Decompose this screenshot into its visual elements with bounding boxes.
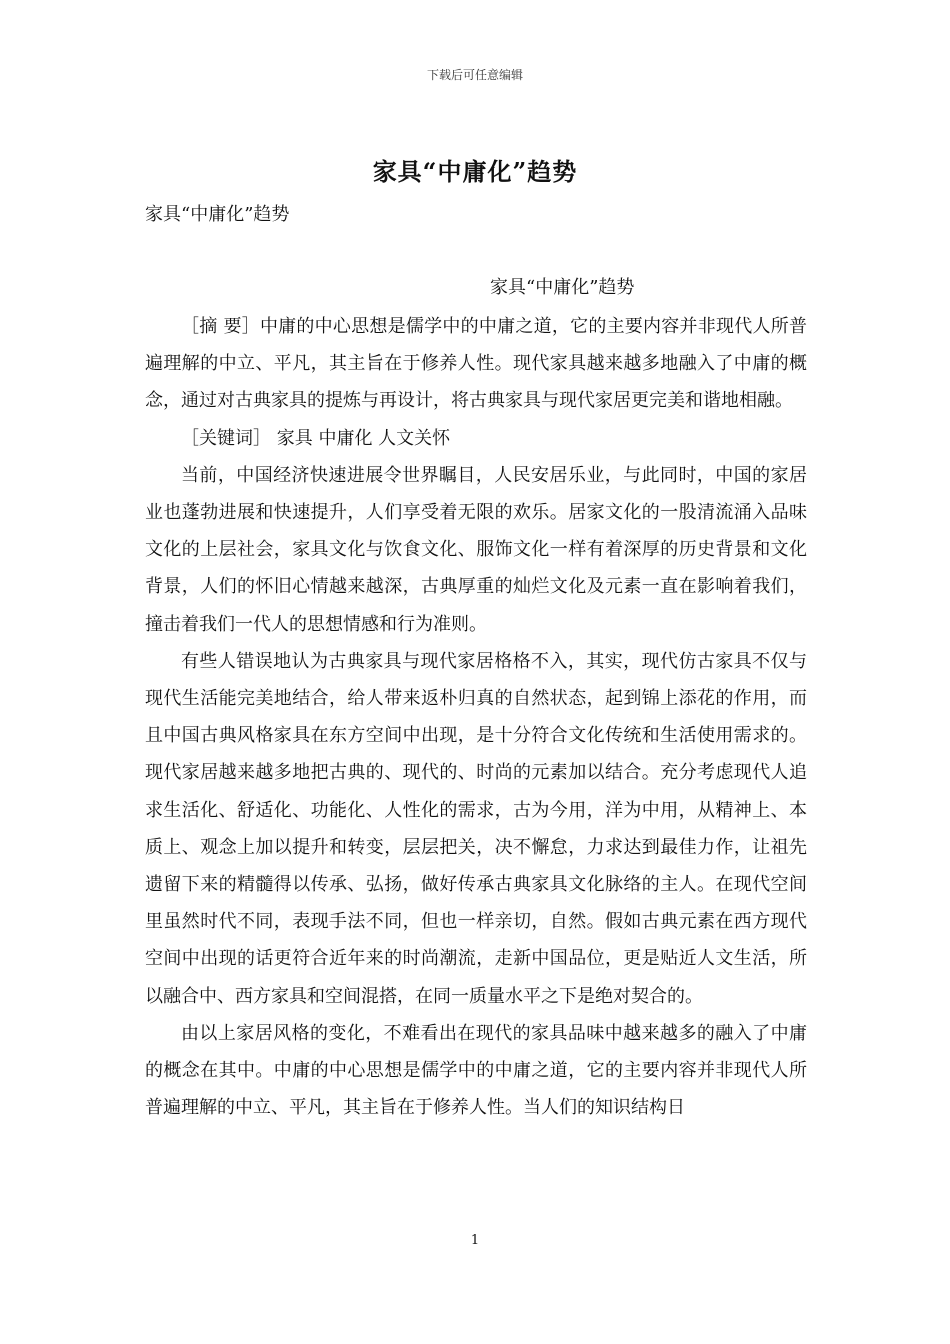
document-subtitle: 家具“中庸化”趋势 (145, 204, 290, 225)
page-number: 1 (470, 1233, 480, 1248)
body-paragraph: 有些人错误地认为古典家具与现代家居格格不入，其实，现代仿古家具不仅与现代生活能完美地结合，给人带来返朴归真的自然状态，起到锦上添花的作用，而且中国古典风格家具在东方空间中出现，是十分符合文化传统和生活使用需求的。现代家居越来越多地把古典的、现代的、时尚的元素加以结合。充分考虑现代人追求生活化、舒适化、功能化、人性化的需求，古为今用，洋为中用，从精神上、本质上、观念上加以提升和转变，层层把关，决不懈怠，力求达到最佳力作，让祖先遗留下来的精髓得以传承、弘扬，做好传承古典家具文化脉络的主人。在现代空间里虽然时代不同，表现手法不同，但也一样亲切，自然。假如古典元素在西方现代空间中出现的话更符合近年来的时尚潮流，走新中国品位，更是贴近人文生活，所以融合中、西方家具和空间混搭，在同一质量水平之下是绝对契合的。 (145, 650, 807, 1007)
page-header: 下载后可任意编辑 (426, 68, 523, 82)
document-title: 家具“中庸化”趋势 (372, 157, 578, 186)
document-body (145, 308, 807, 1126)
abstract-paragraph: ［摘 要］中庸的中心思想是儒学中的中庸之道，它的主要内容并非现代人所普遍理解的中立、平凡，其主旨在于修养人性。现代家具越来越多地融入了中庸的概念，通过对古典家具的提炼与再设计，将古典家具与现代家居更完美和谐地相融。 (145, 316, 807, 412)
body-paragraph: 由以上家居风格的变化，不难看出在现代的家具品味中越来越多的融入了中庸的概念在其中。中庸的中心思想是儒学中的中庸之道，它的主要内容并非现代人所普遍理解的中立、平凡，其主旨在于修养人性。当人们的知识结构日 (145, 1022, 807, 1119)
body-paragraph: 当前，中国经济快速进展令世界瞩目，人民安居乐业，与此同时，中国的家居业也蓬勃进展和快速提升，人们享受着无限的欢乐。居家文化的一股清流涌入品味文化的上层社会，家具文化与饮食文化、服饰文化一样有着深厚的历史背景和文化背景，人们的怀旧心情越来越深，古典厚重的灿烂文化及元素一直在影响着我们，撞击着我们一代人的思想情感和行为准则。 (145, 464, 807, 635)
article-title: 家具“中庸化”趋势 (490, 277, 635, 298)
keywords-paragraph: ［关键词］ 家具 中庸化 人文关怀 (181, 427, 451, 449)
